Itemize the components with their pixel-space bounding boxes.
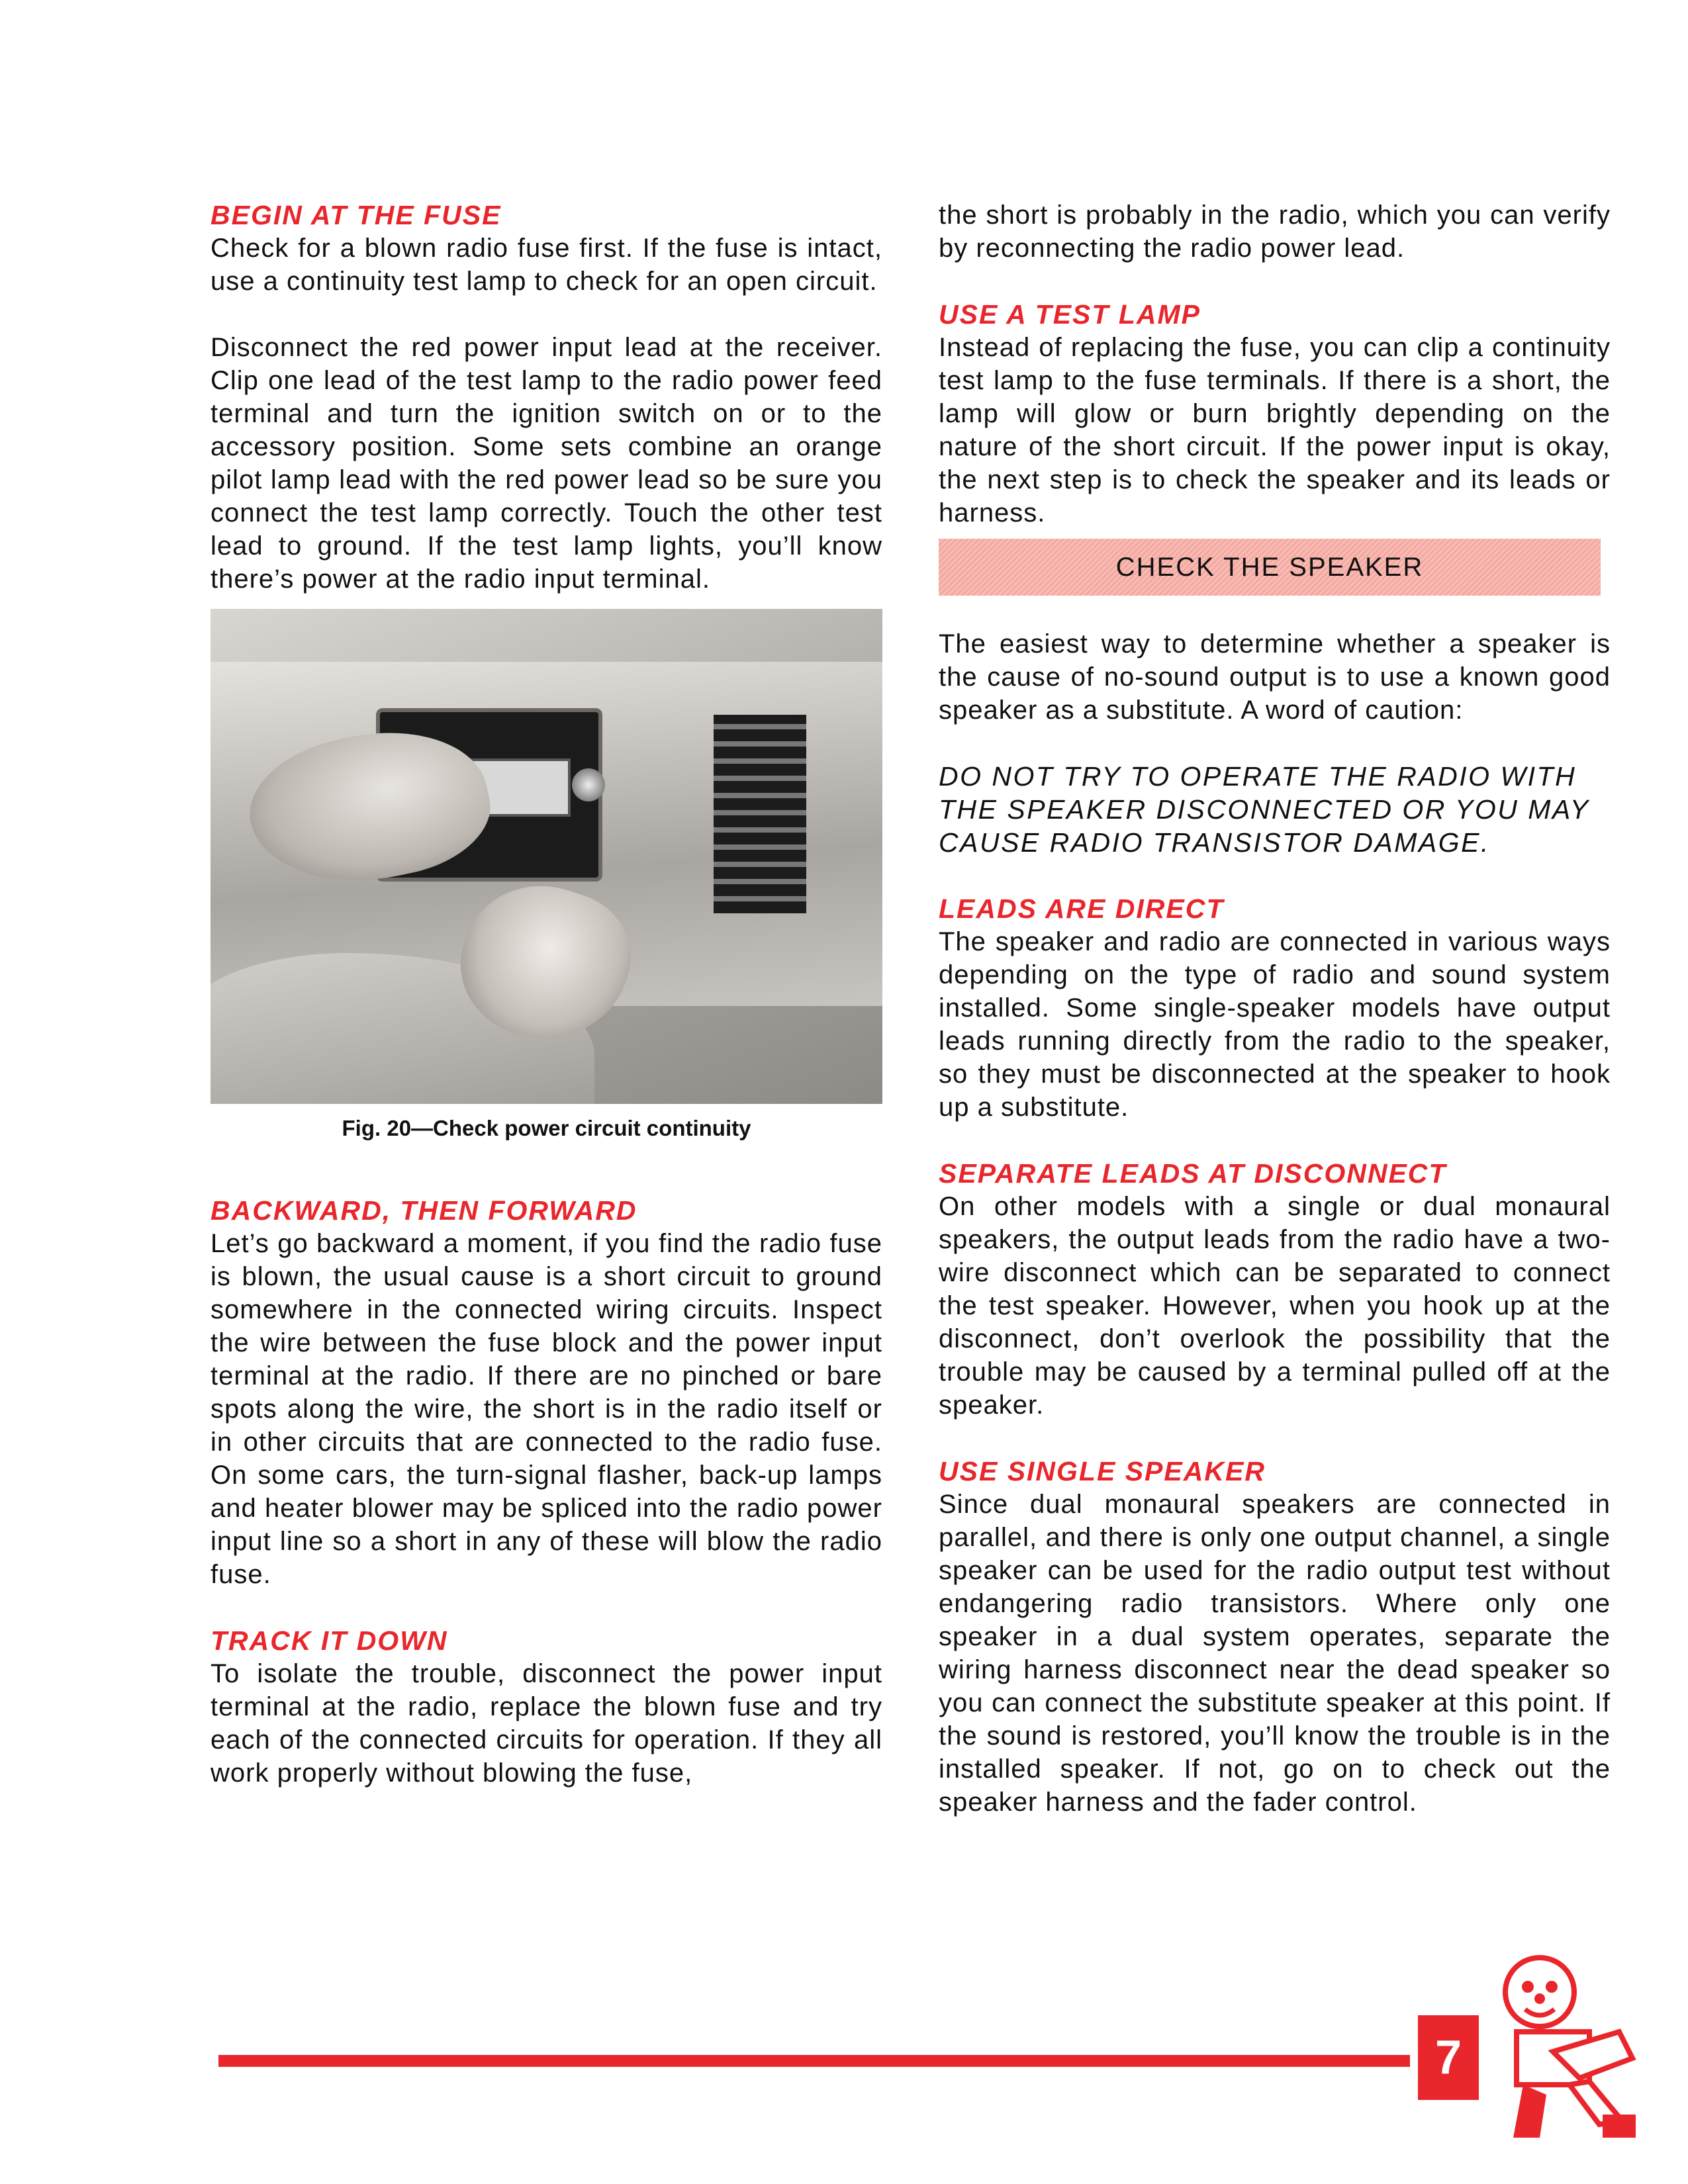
heading-leads-are-direct: LEADS ARE DIRECT: [939, 893, 1225, 924]
right-column: [939, 199, 1611, 1819]
figure-photo-radio-test: [211, 609, 882, 1104]
heading-separate-leads: SEPARATE LEADS AT DISCONNECT: [939, 1158, 1447, 1189]
figure-caption: Fig. 20—Check power circuit continuity: [342, 1116, 751, 1140]
heading-use-single-speaker: USE SINGLE SPEAKER: [939, 1456, 1266, 1486]
heading-backward-then-forward: BACKWARD, THEN FORWARD: [211, 1195, 637, 1226]
paragraph: On other models with a single or dual monaural speakers, the output leads from the radio have a two-wire disconnect which can be separated to connect the test speaker. However, when you hook up at the disconnect, don’t overlook the possibility that the trouble may be caused by a terminal pulled off at the speaker.: [939, 1192, 1611, 1420]
air-vent-graphic: [714, 715, 806, 913]
paragraph: The speaker and radio are connected in various ways depending on the type of radio and sound system installed. Some single-speaker models have output leads running directly from the radio to the speaker, so they must be disconnected at the speaker to hook up a substitute.: [939, 927, 1611, 1122]
heading-use-a-test-lamp: USE A TEST LAMP: [939, 299, 1201, 330]
page-number: 7: [1434, 2031, 1462, 2084]
paragraph: To isolate the trouble, disconnect the power input terminal at the radio, replace the blown fuse and try each of the connected circuits for operation. If they all work properly without blowing the fuse,: [211, 1659, 882, 1788]
caution-text: DO NOT TRY TO OPERATE THE RADIO WITH THE SPEAKER DISCONNECTED OR YOU MAY CAUSE RADIO TRANSISTOR DAMAGE.: [939, 761, 1589, 858]
banner-title: CHECK THE SPEAKER: [1115, 552, 1424, 582]
paragraph: Disconnect the red power input lead at the receiver. Clip one lead of the test lamp to the radio power feed terminal and turn the ignition switch on or to the accessory position. Some sets combine an orange pilot lamp lead with the red power lead so be sure you connect the test lamp correctly. Touch the other test lead to ground. If the test lamp lights, you’ll know there’s power at the radio input terminal.: [211, 333, 882, 594]
paragraph: Since dual monaural speakers are connected in parallel, and there is only one output channel, a single speaker can be used for the radio output test without endangering radio transistors. Where only one speaker in a dual system operates, separate the wiring harness disconnect near the dead speaker so you can connect the substitute speaker at this point. If the sound is restored, you’ll know the trouble is in the installed speaker. If not, go on to check out the speaker harness and the fader control.: [939, 1490, 1611, 1817]
heading-track-it-down: TRACK IT DOWN: [211, 1625, 448, 1656]
page-number-box: [1418, 2015, 1479, 2100]
paragraph: The easiest way to determine whether a speaker is the cause of no-sound output is to use a known good speaker as a substitute. A word of caution:: [939, 629, 1611, 725]
paragraph: Instead of replacing the fuse, you can clip a continuity test lamp to the fuse terminals. If there is a short, the lamp will glow or burn brightly depending on the nature of the short circuit. If the power input is okay, the next step is to check the speaker and its leads or harness.: [939, 333, 1611, 527]
paragraph: Let’s go backward a moment, if you find the radio fuse is blown, the usual cause is a short circuit to ground somewhere in the connected wiring circuits. Inspect the wire between the fuse block and the power input terminal at the radio. If there are no pinched or bare spots along the wire, the short is in the radio itself or in other circuits that are connected to the radio fuse. On some cars, the turn-signal flasher, back-up lamps and heater blower may be spliced into the radio power input line so a short in any of these will blow the radio fuse.: [211, 1229, 882, 1589]
paragraph: the short is probably in the radio, which you can verify by reconnecting the radio power lead.: [939, 201, 1611, 263]
heading-begin-at-the-fuse: BEGIN AT THE FUSE: [211, 200, 502, 230]
paragraph: Check for a blown radio fuse first. If the fuse is intact, use a continuity test lamp to check for an open circuit.: [211, 234, 882, 296]
mascot-icon: [1454, 1952, 1652, 2151]
left-column: [211, 199, 882, 1790]
section-banner: [939, 539, 1601, 596]
radio-knob-graphic: [572, 768, 605, 801]
footer-rule: [218, 2055, 1410, 2067]
